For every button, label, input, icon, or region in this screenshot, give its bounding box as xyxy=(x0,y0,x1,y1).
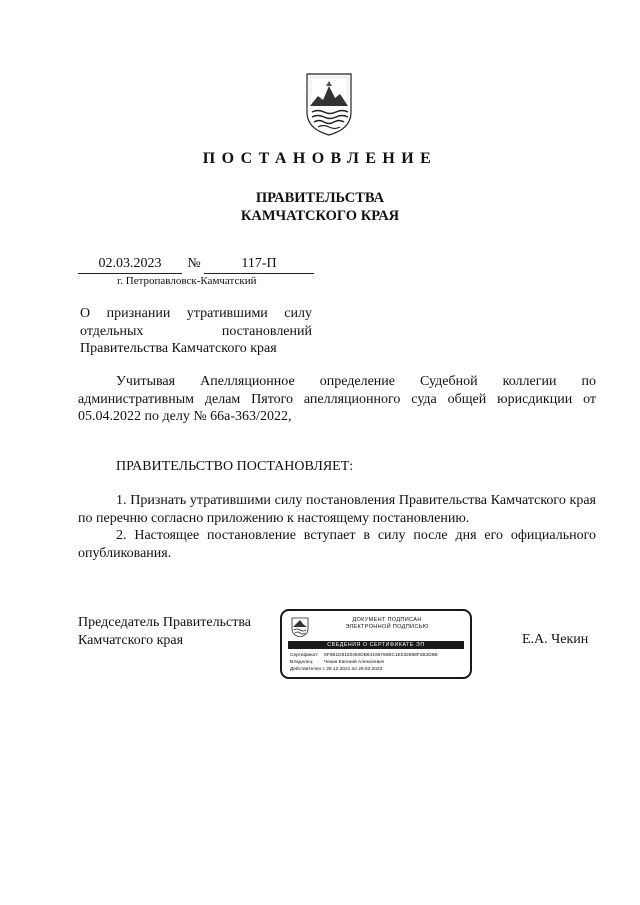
stamp-cert-row xyxy=(290,653,438,659)
owner-label: Владелец: xyxy=(290,660,314,665)
electronic-signature-stamp xyxy=(280,609,472,679)
stamp-title-line-2: ЭЛЕКТРОННОЙ ПОДПИСЬЮ xyxy=(345,624,429,631)
position-line-2: Камчатского края xyxy=(78,632,184,648)
cert-value: 5F0B1D6150460DB64195760BC1E032888F2B2D9B xyxy=(324,653,438,658)
owner-value: Чекин Евгений Алексеевич xyxy=(324,660,385,665)
signatory-position xyxy=(78,614,251,649)
city: г. Петропавловск-Камчатский xyxy=(117,275,257,287)
authority-line-1: ПРАВИТЕЛЬСТВА xyxy=(255,190,385,206)
item-2-paragraph: 2. Настоящее постановление вступает в силу после дня его официального опубликования. xyxy=(78,528,596,561)
decree-date: 02.03.2023 xyxy=(78,256,182,274)
subject-line-3: Правительства Камчатского края xyxy=(80,341,277,356)
cert-label: Сертификат: xyxy=(290,653,319,658)
resolves-heading: ПРАВИТЕЛЬСТВО ПОСТАНОВЛЯЕТ: xyxy=(116,459,354,474)
stamp-validity-row xyxy=(290,667,382,673)
valid-label: Действителен с xyxy=(290,667,325,672)
decree-number: 117-П xyxy=(204,256,314,274)
stamp-certificate-bar: СВЕДЕНИЯ О СЕРТИФИКАТЕ ЭП xyxy=(288,641,464,649)
decree-subject xyxy=(80,305,312,358)
position-line-1: Председатель Правительства xyxy=(78,615,251,630)
kamchatka-emblem-icon xyxy=(304,72,354,136)
number-sign: № xyxy=(187,256,201,271)
decree-title: ПОСТАНОВЛЕНИЕ xyxy=(202,150,438,167)
stamp-title-line-1: ДОКУМЕНТ ПОДПИСАН xyxy=(352,617,422,623)
item-1-paragraph: 1. Признать утратившими силу постановления Правительства Камчатского края по перечню согласно приложению к настоящему постановлению. xyxy=(78,493,596,526)
subject-line-2: отдельных постановлений xyxy=(80,323,312,339)
stamp-title xyxy=(322,617,452,632)
authority-line-2: КАМЧАТСКОГО КРАЯ xyxy=(240,208,400,224)
signatory-name: Е.А. Чекин xyxy=(522,632,589,647)
issuing-authority xyxy=(0,189,640,225)
valid-value: 29.12.2021 по 29.03.2023 xyxy=(326,667,383,672)
subject-line-1: О признании утратившими силу xyxy=(80,306,312,321)
preamble-paragraph: Учитывая Апелляционное определение Судебной коллегии по административным делам Пятого апелляционного суда общей юрисдикции от 05.04.2022 по делу № 66а-363/2022, xyxy=(78,374,596,424)
stamp-owner-row xyxy=(290,660,384,666)
emblem-mini-icon xyxy=(291,617,309,637)
